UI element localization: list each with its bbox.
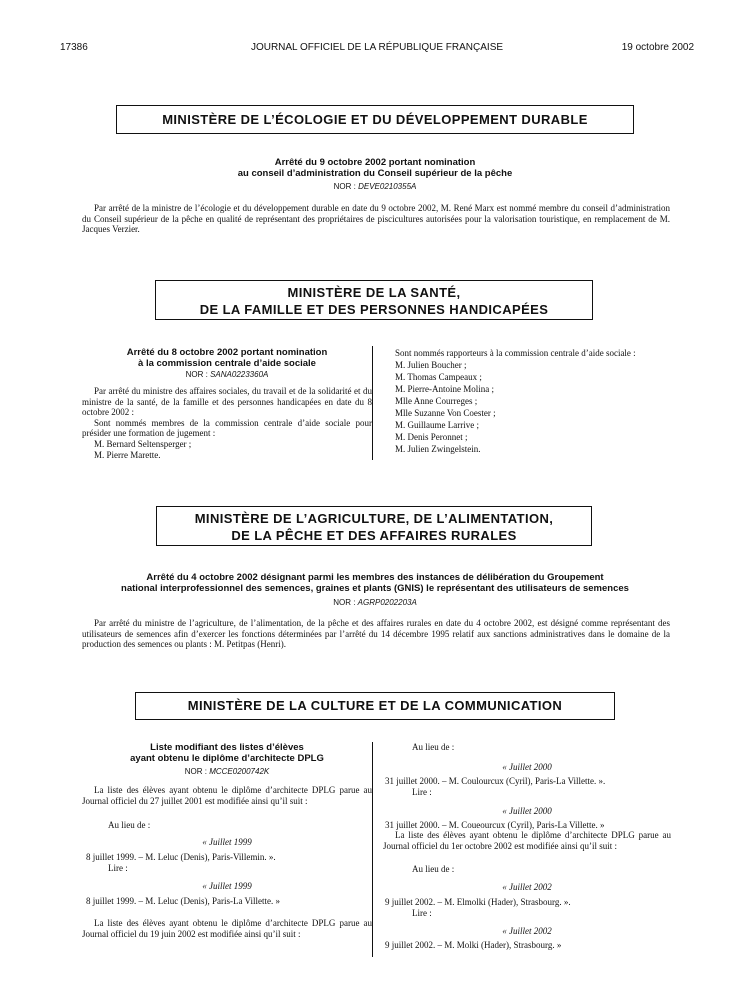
ministry-name: MINISTÈRE DE LA CULTURE ET DE LA COMMUNICATION: [187, 698, 563, 713]
nor-code: AGRP0202203A: [357, 598, 417, 607]
decree-body-left: [82, 386, 372, 460]
decree-title-line: au conseil d’administration du Conseil supérieur de la pêche: [237, 168, 513, 179]
nor-reference: [82, 767, 372, 776]
decree-body-right: [383, 348, 671, 455]
nor-reference: [82, 370, 372, 379]
au-lieu-de-label: Au lieu de :: [108, 820, 151, 830]
list-intro: La liste des élèves ayant obtenu le diplôme d’architecte DPLG parue au Journal officiel du 27 juillet 2001 est modifiée ainsi qu’il suit :: [82, 785, 372, 806]
journal-title: JOURNAL OFFICIEL DE LA RÉPUBLIQUE FRANÇAISE: [250, 42, 504, 53]
decree-title-line: Arrêté du 8 octobre 2002 portant nomination: [126, 347, 328, 358]
month-heading: « Juillet 2000: [502, 806, 552, 816]
decree-body: Par arrêté du ministre de l’agriculture, de l’alimentation, de la pêche et des affaires rurales en date du 4 octobre 2002, est désigné comme représentant des utilisateurs de semences afin d’exercer les fonctions déterminées par l’arrêté du 14 décembre 1995 relatif aux sanctions administratives dans le domaine de la production des semences ou plants : M. Petitpas (Henri).: [82, 618, 670, 650]
ministry-name-line: DE LA PÊCHE ET DES AFFAIRES RURALES: [231, 528, 517, 543]
ministry-name-line: MINISTÈRE DE L’AGRICULTURE, DE L’ALIMENTATION,: [194, 511, 554, 526]
decree-title-line: Arrêté du 9 octobre 2002 portant nomination: [274, 157, 476, 168]
ministry-name-line: MINISTÈRE DE LA SANTÉ,: [287, 285, 461, 300]
rapporteur-name: Mlle Anne Courreges ;: [395, 395, 478, 406]
ministry-heading-sante: [155, 280, 593, 320]
list-title-line: Liste modifiant des listes d’élèves: [150, 742, 304, 753]
decree-title: [60, 572, 690, 594]
au-lieu-de-label: Au lieu de :: [412, 742, 455, 752]
nor-label: NOR :: [333, 598, 356, 607]
list-intro: La liste des élèves ayant obtenu le diplôme d’architecte DPLG parue au Journal officiel du 19 juin 2002 est modifiée ainsi qu’il suit :: [82, 918, 372, 939]
nor-reference: [200, 598, 550, 607]
list-title: [82, 742, 372, 764]
rapporteur-name: M. Pierre-Antoine Molina ;: [395, 383, 494, 394]
month-heading: « Juillet 2002: [502, 926, 552, 936]
rapporteur-name: M. Julien Boucher ;: [395, 359, 467, 370]
month-heading: « Juillet 2000: [502, 762, 552, 772]
list-entry: 31 juillet 2000. – M. Coulourcux (Cyril), Paris-La Villette. ».: [385, 776, 606, 786]
decree-title: [82, 347, 372, 369]
list-intro: La liste des élèves ayant obtenu le diplôme d’architecte DPLG parue au Journal officiel du 1er octobre 2002 est modifiée ainsi qu’il suit :: [383, 830, 671, 851]
nor-reference: [200, 182, 550, 191]
rapporteur-name: M. Julien Zwingelstein.: [395, 443, 481, 454]
ministry-heading-culture: [135, 692, 615, 720]
ministry-name-line: DE LA FAMILLE ET DES PERSONNES HANDICAPÉES: [199, 302, 549, 317]
list-title-line: ayant obtenu le diplôme d’architecte DPLG: [130, 753, 324, 764]
nor-label: NOR :: [184, 767, 207, 776]
column-divider: [372, 742, 373, 957]
list-entry: 31 juillet 2000. – M. Coueourcux (Cyril), Paris-La Villette. »: [385, 820, 605, 830]
month-heading: « Juillet 1999: [202, 837, 252, 847]
decree-title-line: Arrêté du 4 octobre 2002 désignant parmi les membres des instances de délibération du Groupement: [146, 572, 604, 583]
decree-title: [100, 157, 650, 179]
member-name: M. Bernard Seltensperger ;: [94, 438, 192, 449]
rapporteur-name: M. Thomas Campeaux ;: [395, 371, 482, 382]
rapporteur-name: Mlle Suzanne Von Coester ;: [395, 407, 496, 418]
decree-title-line: à la commission centrale d’aide sociale: [138, 358, 316, 369]
member-name: M. Pierre Marette.: [94, 449, 161, 460]
paragraph: Sont nommés membres de la commission centrale d’aide sociale pour présider une formation de jugement :: [82, 417, 372, 439]
rapporteur-name: M. Denis Peronnet ;: [395, 431, 468, 442]
month-heading: « Juillet 2002: [502, 882, 552, 892]
ministry-name: MINISTÈRE DE L’ÉCOLOGIE ET DU DÉVELOPPEMENT DURABLE: [162, 112, 588, 127]
nor-code: DEVE0210355A: [358, 182, 417, 191]
list-entry: 9 juillet 2002. – M. Molki (Hader), Strasbourg. »: [385, 940, 562, 950]
ministry-heading-agriculture: [156, 506, 592, 546]
ministry-heading-ecologie: [116, 105, 634, 134]
nor-code: SANA0223360A: [210, 370, 269, 379]
list-entry: 8 juillet 1999. – M. Leluc (Denis), Paris-La Villette. »: [86, 896, 281, 906]
decree-title-line: national interprofessionnel des semences, graines et plants (GNIS) le représentant des utilisateurs de semences: [121, 583, 629, 594]
au-lieu-de-label: Au lieu de :: [412, 864, 455, 874]
issue-date: 19 octobre 2002: [621, 42, 694, 53]
paragraph: Par arrêté du ministre des affaires sociales, du travail et de la solidarité et du ministre de la santé, de la famille et des personnes handicapées en date du 8 octobre 2002 :: [82, 386, 372, 418]
rapporteur-name: M. Guillaume Larrive ;: [395, 419, 479, 430]
list-entry: 8 juillet 1999. – M. Leluc (Denis), Paris-Villemin. ».: [86, 852, 276, 862]
page-number: 17386: [60, 42, 88, 53]
list-entry: 9 juillet 2002. – M. Elmolki (Hader), Strasbourg. ».: [385, 897, 571, 907]
lire-label: Lire :: [108, 863, 128, 873]
decree-body: Par arrêté de la ministre de l’écologie et du développement durable en date du 9 octobre 2002, M. René Marx est nommé membre du conseil d’administration du Conseil supérieur de la pêche en qualité de représentant des propriétaires de piscicultures autorisées pour la valorisation touristique, en remplacement de M. Jacques Verzier.: [82, 203, 670, 235]
nor-label: NOR :: [333, 182, 356, 191]
lire-label: Lire :: [412, 787, 432, 797]
nor-label: NOR :: [185, 370, 208, 379]
month-heading: « Juillet 1999: [202, 881, 252, 891]
lire-label: Lire :: [412, 908, 432, 918]
nor-code: MCCE0200742K: [209, 767, 270, 776]
column-divider: [372, 346, 373, 460]
paragraph: Sont nommés rapporteurs à la commission centrale d’aide sociale :: [395, 348, 636, 358]
